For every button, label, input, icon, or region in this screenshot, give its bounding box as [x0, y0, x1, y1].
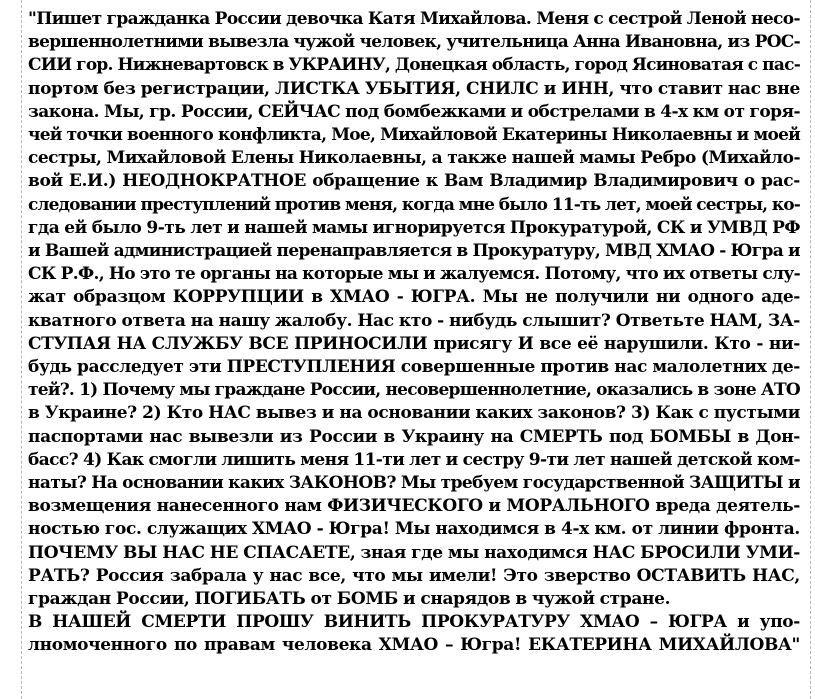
text-line: ПОЧЕМУ ВЫ НАС НЕ СПАСАЕТЕ, зная где мы находимся НАС БРОСИЛИ УМИ- — [28, 542, 800, 563]
text-line: паспортами нас вывезли из России в Украину на СМЕРТЬ под БОМБЫ в Дон- — [28, 426, 800, 447]
text-line: вершеннолетними вывезла чужой человек, учительница Анна Ивановна, из РОС- — [28, 32, 800, 53]
text-line: СТУПАЯ НА СЛУЖБУ ВСЕ ПРИНОСИЛИ присягу И все её нарушили. Кто - ни- — [28, 333, 800, 354]
text-line: СИИ гор. Нижневартовск в УКРАИНУ, Донецкая область, город Ясиноватая с пас- — [28, 55, 800, 76]
text-line: портом без регистрации, ЛИСТКА УБЫТИЯ, СНИЛС и ИНН, что ставит нас вне — [28, 78, 800, 99]
text-line: лномоченного по правам человека ХМАО – Югра! ЕКАТЕРИНА МИХАЙЛОВА" — [28, 635, 800, 656]
text-line: В НАШЕЙ СМЕРТИ ПРОШУ ВИНИТЬ ПРОКУРАТУРУ ХМАО – ЮГРА и упо- — [28, 612, 800, 633]
text-line: кватного ответа на нашу жалобу. Нас кто - нибудь слышит? Ответьте НАМ, ЗА- — [28, 310, 800, 331]
text-line: ностью гос. служащих ХМАО - Югра! Мы находимся в 4-х км. от линии фронта. — [28, 519, 800, 540]
text-line: следовании преступлений против меня, когда мне было 11-ть лет, моей сестры, ко- — [28, 194, 800, 215]
text-line: жат образцом КОРРУПЦИИ в ХМАО - ЮГРА. Мы не получили ни одного аде- — [28, 287, 800, 308]
text-line: чей точки военного конфликта, Мое, Михайловой Екатерины Николаевны и моей — [28, 125, 800, 146]
text-line: тей?. 1) Почему мы граждане России, несовершеннолетние, оказались в зоне АТО — [28, 380, 800, 401]
text-line: "Пишет гражданка России девочка Катя Михайлова. Меня с сестрой Леной несо- — [28, 9, 800, 29]
text-line: граждан России, ПОГИБАТЬ от БОМБ и снарядов в чужой стране. — [28, 589, 671, 610]
text-line: сестры, Михайловой Елены Николаевны, а также нашей мамы Ребро (Михайло- — [28, 148, 800, 169]
text-line: РАТЬ? Россия забрала у нас все, что мы имели! Это зверство ОСТАВИТЬ НАС, — [28, 565, 800, 586]
text-line: вой Е.И.) НЕОДНОКРАТНОЕ обращение к Вам Владимир Владимирович о рас- — [28, 171, 800, 192]
text-line: закона. Мы, гр. России, СЕЙЧАС под бомбежками и обстрелами в 4-х км от горя- — [28, 101, 800, 122]
letter-text — [28, 8, 800, 658]
text-line: СК Р.Ф., Но это те органы на которые мы и жалуемся. Потому, что их ответы слу- — [28, 264, 800, 285]
text-line: будь расследует эти ПРЕСТУПЛЕНИЯ совершенные против нас малолетних де- — [28, 357, 800, 378]
text-line: басс? 4) Как смогли лишить меня 11-ти лет и сестру 9-ти лет нашей детской ком- — [28, 449, 800, 470]
text-line: гда ей было 9-ть лет и нашей мамы игнорируется Прокуратурой, СК и УМВД РФ — [28, 217, 800, 238]
text-line: возмещения нанесенного нам ФИЗИЧЕСКОГО и МОРАЛЬНОГО вреда деятель- — [28, 496, 800, 517]
text-line: и Вашей администрацией перенаправляется в Прокуратуру, МВД ХМАО - Югра и — [28, 241, 800, 262]
text-line: в Украине? 2) Кто НАС вывез и на основании каких законов? 3) Как с пустыми — [28, 403, 800, 424]
text-line: наты? На основании каких ЗАКОНОВ? Мы требуем государственной ЗАЩИТЫ и — [28, 473, 800, 494]
